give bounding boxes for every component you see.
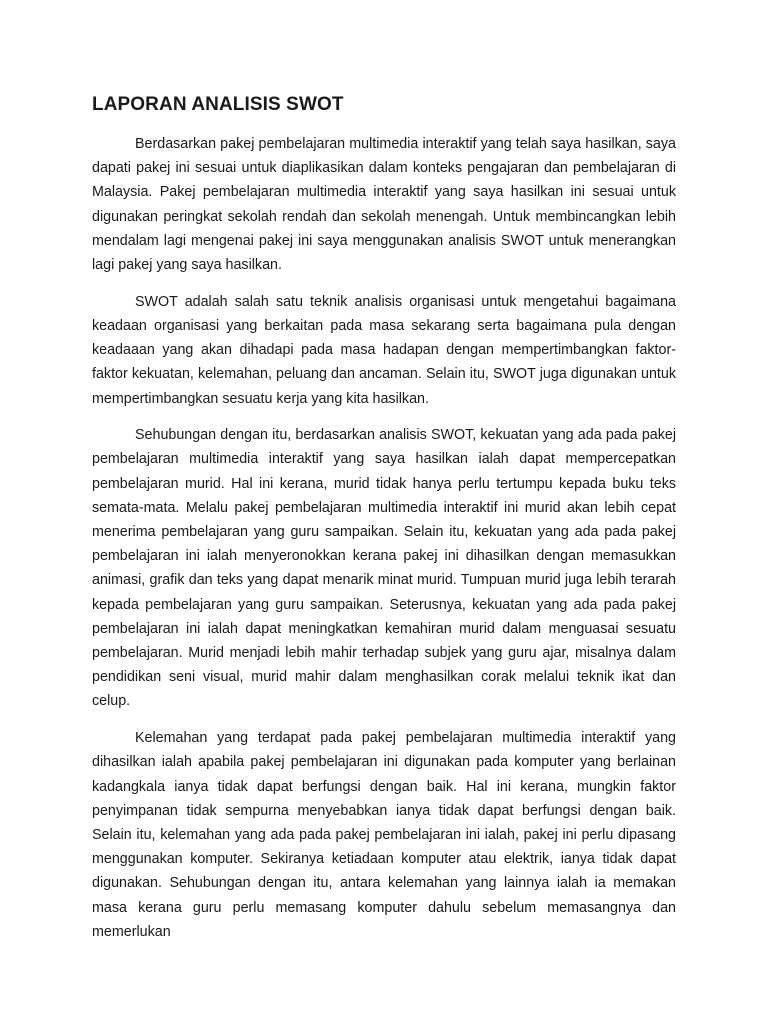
paragraph-weaknesses: Kelemahan yang terdapat pada pakej pembelajaran multimedia interaktif yang dihasilkan ialah apabila pakej pembelajaran ini digunakan pada komputer yang berlainan kadangkala ianya tidak dapat berfungsi dengan baik. Hal ini kerana, mungkin faktor penyimpanan tidak sempurna menyebabkan ianya tidak dapat berfungsi dengan baik. Selain itu, kelemahan yang ada pada pakej pembelajaran ini ialah, pakej ini perlu dipasang menggunakan komputer. Sekiranya ketiadaan komputer atau elektrik, ianya tidak dapat digunakan. Sehubungan dengan itu, antara kelemahan yang lainnya ialah ia memakan masa kerana guru perlu memasang komputer dahulu sebelum memasangnya dan memerlukan [92,730,676,940]
paragraph-strengths: Sehubungan dengan itu, berdasarkan analisis SWOT, kekuatan yang ada pada pakej pembelajaran multimedia interaktif yang saya hasilkan ialah dapat mempercepatkan pembelajaran murid. Hal ini kerana, murid tidak hanya perlu tertumpu kepada buku teks semata-mata. Melalu pakej pembelajaran multimedia interaktif ini murid akan lebih cepat menerima pembelajaran yang guru sampaikan. Selain itu, kekuatan yang ada pada pakej pembelajaran ini ialah menyeronokkan kerana pakej ini dihasilkan dengan memasukkan animasi, grafik dan teks yang dapat menarik minat murid. Tumpuan murid juga lebih terarah kepada pembelajaran yang guru sampaikan. Seterusnya, kekuatan yang ada pada pakej pembelajaran ini ialah dapat meningkatkan kemahiran murid dalam menguasai sesuatu pembelajaran. Murid menjadi lebih mahir terhadap subjek yang guru ajar, misalnya dalam pendidikan seni visual, murid mahir dalam menghasilkan corak melalui teknik ikat dan celup. [92,427,676,710]
document-page [92,92,676,957]
paragraph-swot-definition: SWOT adalah salah satu teknik analisis organisasi untuk mengetahui bagaimana keadaan organisasi yang berkaitan pada masa sekarang serta bagaimana pula dengan keadaaan yang akan dihadapi pada masa hadapan dengan mempertimbangkan faktor-faktor kekuatan, kelemahan, peluang dan ancaman. Selain itu, SWOT juga digunakan untuk mempertimbangkan sesuatu kerja yang kita hasilkan. [92,293,676,407]
paragraph-introduction: Berdasarkan pakej pembelajaran multimedia interaktif yang telah saya hasilkan, saya dapati pakej ini sesuai untuk diaplikasikan dalam konteks pengajaran dan pembelajaran di Malaysia. Pakej pembelajaran multimedia interaktif yang saya hasilkan ini sesuai untuk digunakan peringkat sekolah rendah dan sekolah menengah. Untuk membincangkan lebih mendalam lagi mengenai pakej ini saya menggunakan analisis SWOT untuk menerangkan lagi pakej yang saya hasilkan. [92,136,676,274]
document-title: LAPORAN ANALISIS SWOT [92,94,344,115]
